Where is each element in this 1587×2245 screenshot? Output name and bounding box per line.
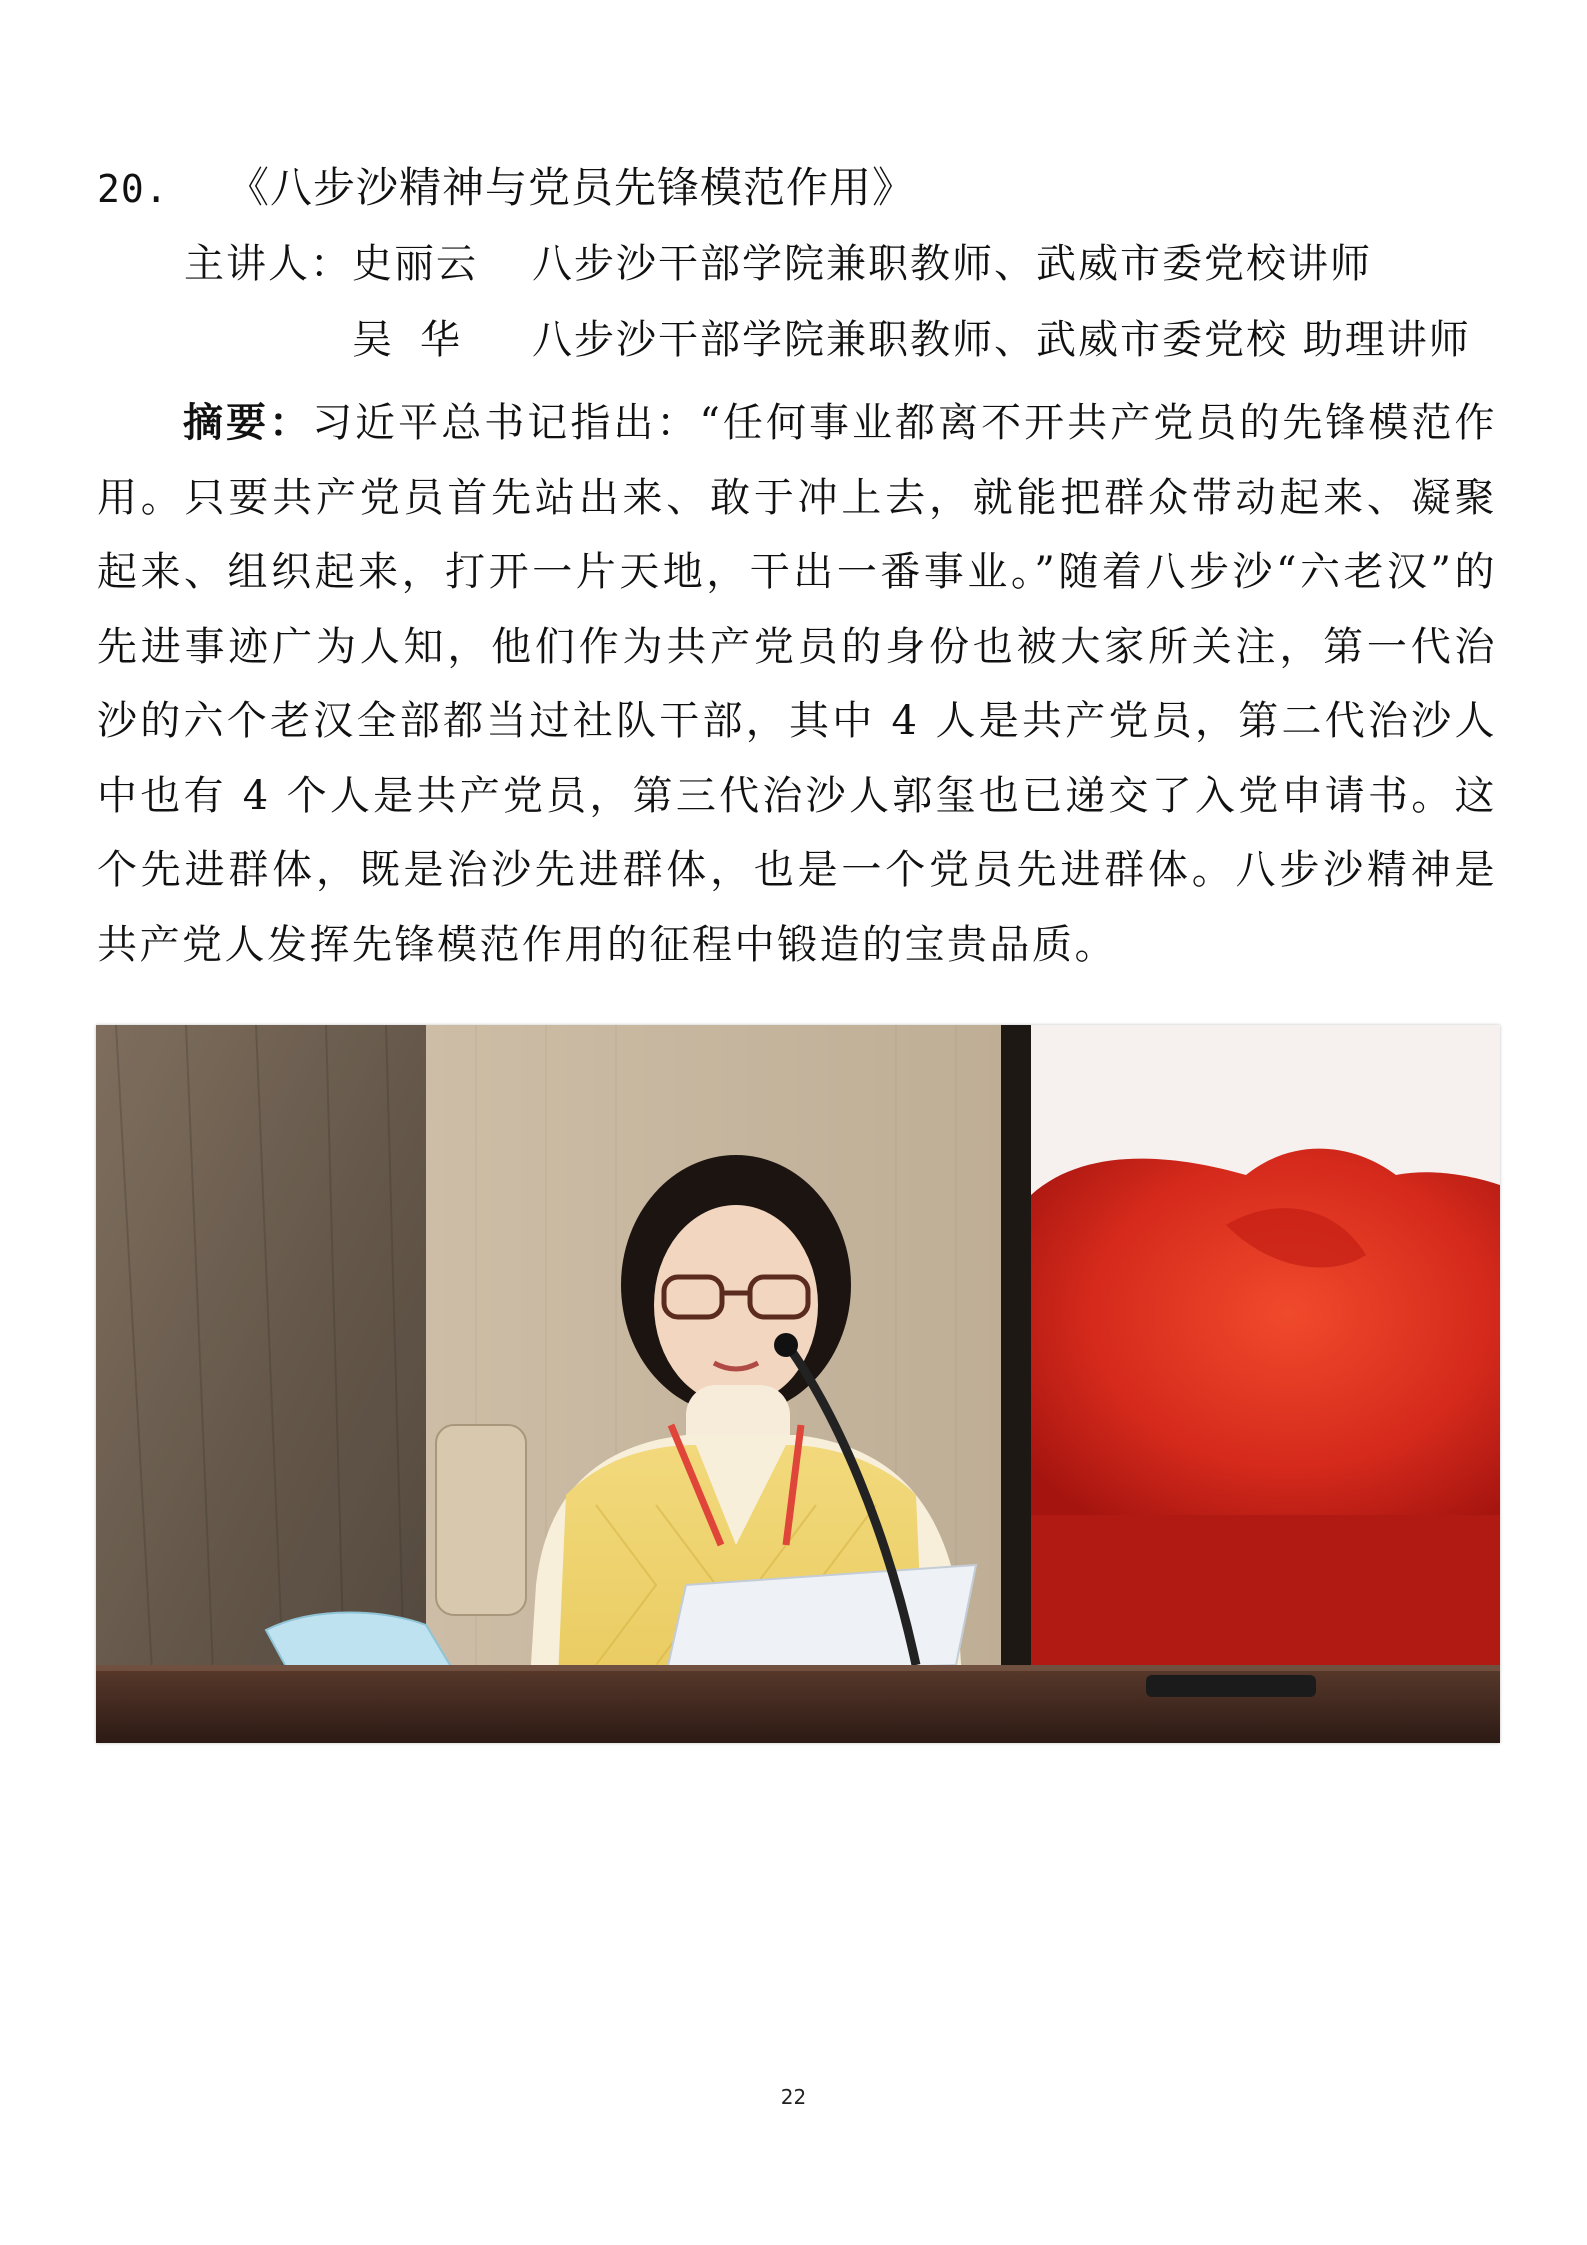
- section-title: 《八步沙精神与党员先锋模范作用》: [227, 163, 916, 212]
- page-number: 22: [780, 2085, 807, 2109]
- abstract-text: 习近平总书记指出：“任何事业都离不开共产党员的先锋模范作用。只要共产党员首先站出来、敢于冲上去，就能把群众带动起来、凝聚起来、组织起来，打开一片天地，干出一番事业。”随着八步沙“六老汉”的先进事迹广为人知，他们作为共产党员的身份也被大家所关注，第一代治沙的六个老汉全部都当过社队干部，其中 4 人是共产党员，第二代治沙人中也有 4 个人是共产党员，第三代治沙人郭玺也已递交了入党申请书。这个先进群体，既是治沙先进群体，也是一个党员先进群体。八步沙精神是共产党人发挥先锋模范作用的征程中锻造的宝贵品质。: [97, 400, 1497, 968]
- speaker-photo: [96, 1025, 1500, 1743]
- section-number: 20.: [97, 167, 169, 211]
- speaker-name-1: 史丽云: [352, 241, 478, 287]
- section-heading: [97, 160, 1497, 217]
- speaker-title-2: 八步沙干部学院兼职教师、武威市委党校 助理讲师: [532, 317, 1471, 363]
- speaker-line-1: [184, 236, 1372, 292]
- speaker-line-2: [352, 312, 1471, 368]
- abstract-label: 摘要：: [183, 399, 313, 446]
- speaker-label: 主讲人：: [184, 241, 352, 287]
- abstract-paragraph: [97, 386, 1497, 982]
- speaker-title-1: 八步沙干部学院兼职教师、武威市委党校讲师: [532, 241, 1372, 287]
- speaker-name-2: 吴华: [352, 317, 488, 363]
